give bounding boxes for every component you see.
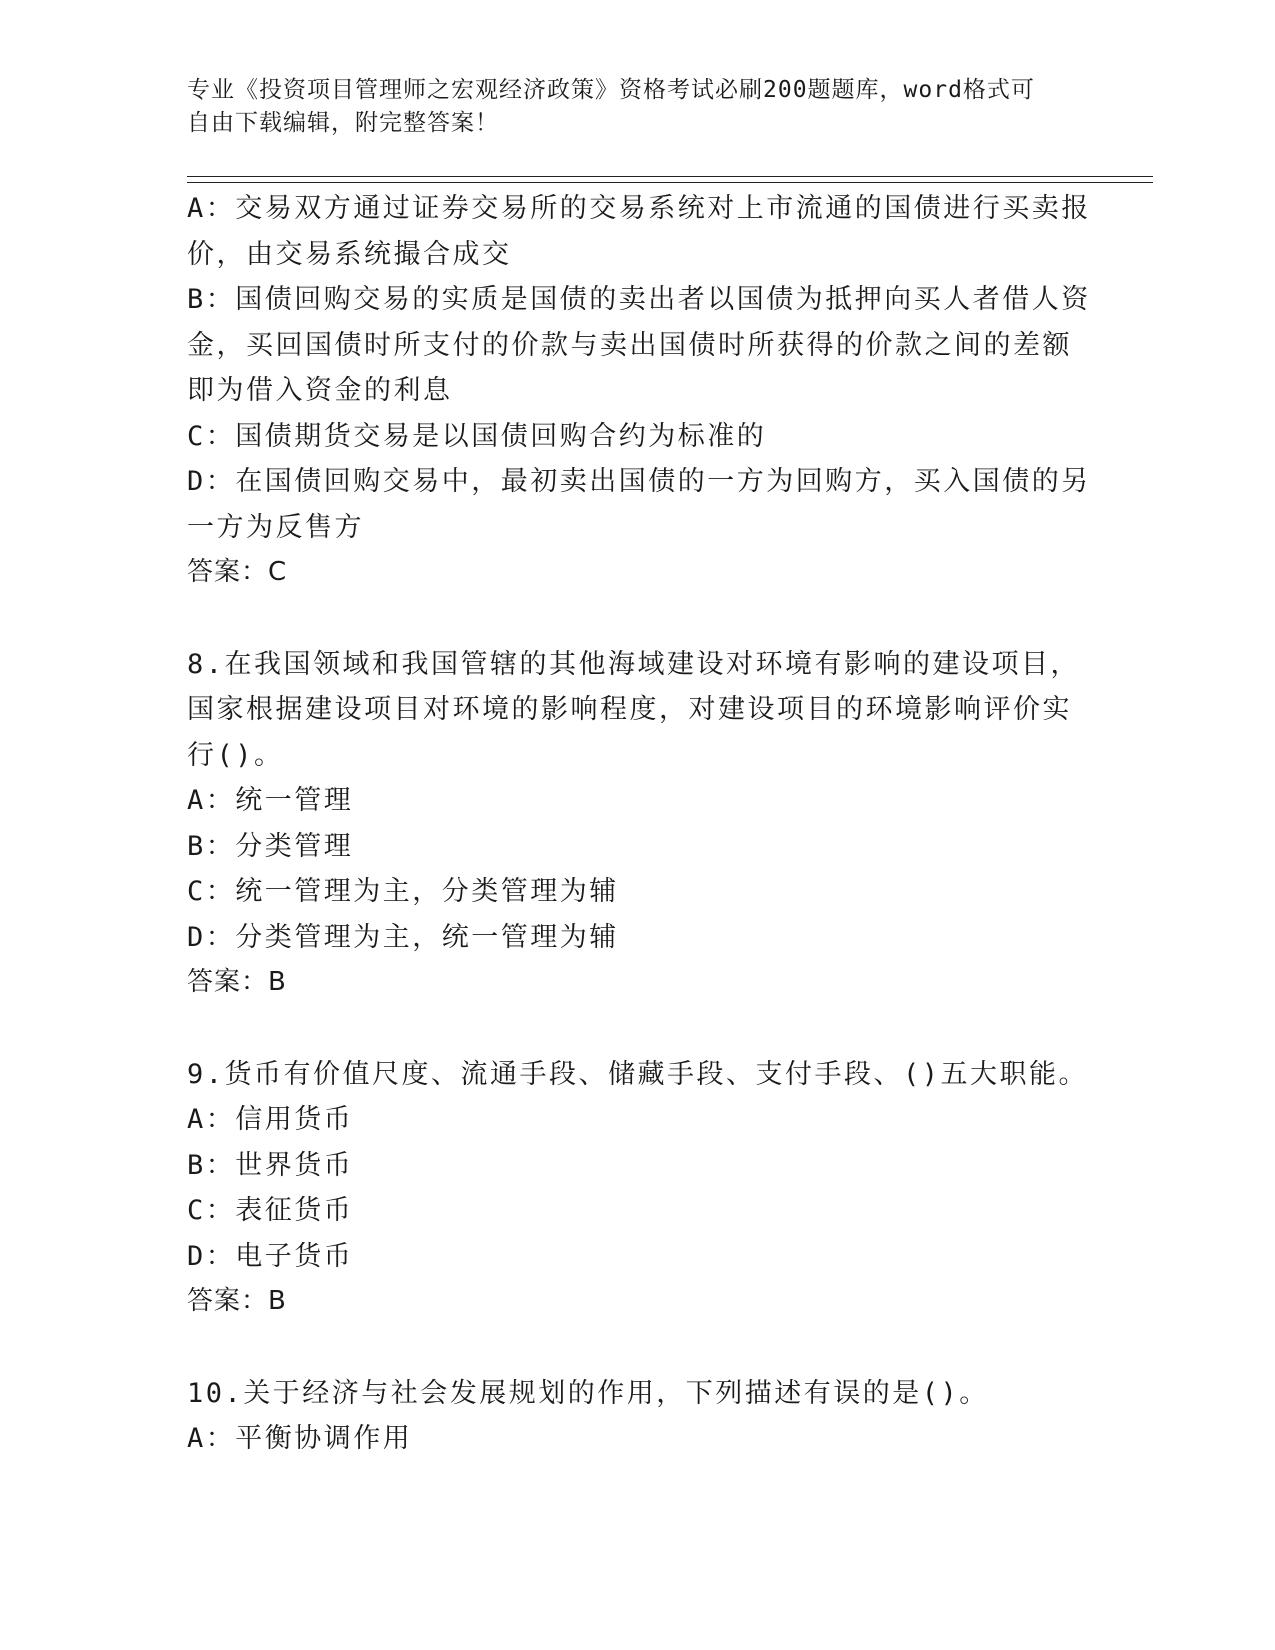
option-a	[187, 186, 1091, 277]
answer: 答案：B	[187, 1286, 287, 1316]
question-stem: 9.货币有价值尺度、流通手段、储藏手段、支付手段、()五大职能。	[187, 1058, 1089, 1090]
question-stem-line: 国家根据建设项目对环境的影响程度，对建设项目的环境影响评价实	[187, 694, 1072, 725]
spacer	[187, 1325, 1067, 1371]
option-d: D：电子货币	[187, 1240, 354, 1272]
question-stem-line: 8.在我国领域和我国管辖的其他海域建设对环境有影响的建设项目，	[187, 648, 1081, 680]
option-c: C：表征货币	[187, 1195, 354, 1226]
document-header	[187, 74, 1067, 140]
question-stem: 10.关于经济与社会发展规划的作用，下列描述有误的是()。	[187, 1377, 989, 1409]
option-a: A：信用货币	[187, 1104, 354, 1135]
option-b	[187, 277, 1091, 414]
option-a: A：统一管理	[187, 785, 354, 816]
question-10	[187, 1371, 1067, 1462]
option-text-line: A：交易双方通过证券交易所的交易系统对上市流通的国债进行买卖报	[187, 193, 1091, 224]
question-8	[187, 642, 1081, 1006]
header-line-1: 专业《投资项目管理师之宏观经济政策》资格考试必刷200题题库，word格式可	[187, 77, 1035, 103]
answer: 答案：C	[187, 557, 288, 587]
option-d: D：分类管理为主，统一管理为辅	[187, 921, 619, 953]
header-divider-bottom	[187, 182, 1153, 183]
option-text-line: 价，由交易系统撮合成交	[187, 238, 512, 270]
option-d	[187, 459, 1091, 550]
option-text-line: B：国债回购交易的实质是国债的卖出者以国债为抵押向买人者借人资	[187, 284, 1091, 315]
option-b: B：世界货币	[187, 1149, 354, 1181]
question-list	[187, 186, 1091, 1462]
option-text-line: 金，买回国债时所支付的价款与卖出国债时所获得的价款之间的差额	[187, 329, 1072, 361]
option-text-line: D：在国债回购交易中，最初卖出国债的一方为回购方，买入国债的另	[187, 466, 1091, 497]
question-9	[187, 1052, 1089, 1325]
answer: 答案：B	[187, 967, 287, 997]
header-line-2: 自由下载编辑，附完整答案！	[187, 110, 499, 136]
header-divider-top	[187, 176, 1153, 177]
option-text-line: C：国债期货交易是以国债回购合约为标准的	[187, 420, 767, 452]
option-b: B：分类管理	[187, 830, 354, 862]
question-7	[187, 186, 1091, 596]
spacer	[187, 1006, 1067, 1052]
option-c: C：统一管理为主，分类管理为辅	[187, 876, 619, 907]
question-stem-line: 行()。	[187, 739, 284, 771]
option-text-line: 一方为反售方	[187, 511, 364, 543]
option-c	[187, 414, 1067, 460]
spacer	[187, 596, 1067, 642]
option-a: A：平衡协调作用	[187, 1423, 413, 1454]
option-text-line: 即为借入资金的利息	[187, 375, 453, 406]
